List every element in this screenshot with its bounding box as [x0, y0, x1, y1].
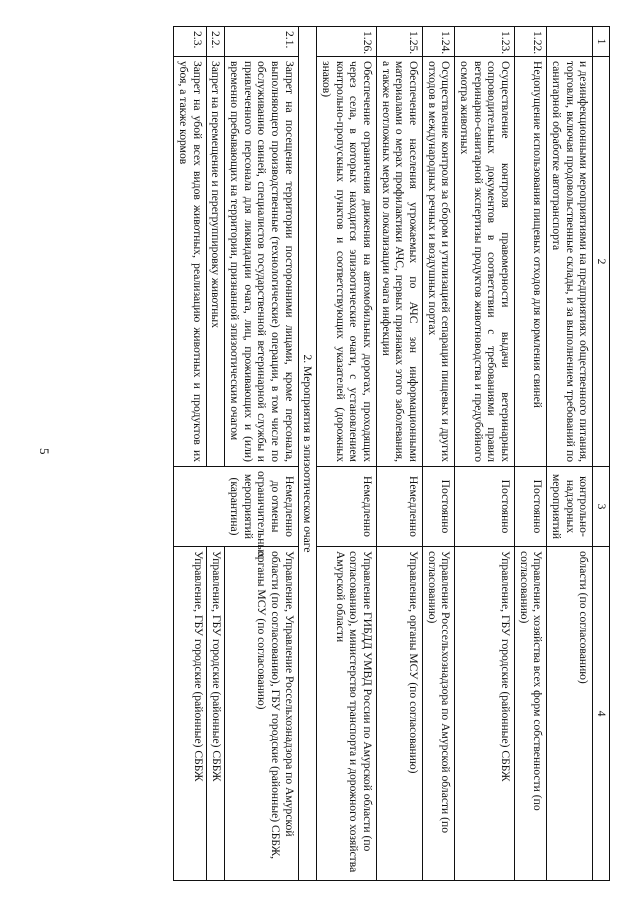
row-term: Постоянно: [422, 467, 454, 547]
row-number: 1.25.: [376, 27, 422, 57]
row-measure: Запрет на перемещение и перегруппировку животных: [206, 57, 225, 467]
table-row: [514, 27, 546, 881]
row-measure: Осуществление контроля за сбором и утилизацией сепарации пищевых и других отходов в международных речных и воздушных портах: [422, 57, 454, 467]
header-row: [593, 27, 610, 881]
row-term: Немедленно: [376, 467, 422, 547]
rotated-table-wrapper: [90, 26, 610, 880]
table-row: [317, 27, 377, 881]
measures-table: [173, 26, 610, 881]
table-row: [174, 27, 206, 881]
row-term: контрольно-надзорных мероприятий: [547, 467, 593, 547]
row-measure: Обеспечение ограничения движения на автомобильных дорогах, проходящих через села, в которых находится эпизоотические очаги, с установлением контрольно-пропускных пунктов и соответствующих указателей (дорожных знаков): [317, 57, 377, 467]
row-measure: Запрет на убой всех видов животных, реализацию животных и продуктов их убоя, а также кормов: [174, 57, 206, 467]
row-measure: Обеспечение населения угрожаемых по АЧС зон информационными материалами о мерах профилактики АЧС, первых признаках этого заболевания, а также неотложных мерах по локализации очага инфекции: [376, 57, 422, 467]
row-responsible: Управление, ГБУ городские (районные) СББЖ: [174, 547, 206, 881]
table-row: [422, 27, 454, 881]
row-responsible: Управление, хозяйства всех форм собственности (по согласованию): [514, 547, 546, 881]
table-row: [376, 27, 422, 881]
row-number: [547, 27, 593, 57]
header-col-2: 2: [593, 57, 610, 467]
row-number: 2.3.: [174, 27, 206, 57]
row-term: Немедленно: [317, 467, 377, 547]
row-number: 2.2.: [206, 27, 225, 57]
table-row: [206, 27, 225, 881]
page-number: 5: [37, 448, 52, 455]
row-measure: Запрет на посещение территории посторонними лицами, кроме персонала, выполняющего производственные (технологические) операции, в том числе по обслуживанию свиней, специалистов государственной ветеринарной службы и привлеченного персонала для ликвидации очага, лиц, проживающих и (или) временно пребывающих на территории, признанной эпизоотическим очагом: [225, 57, 298, 467]
row-measure: и дезинфекционными мероприятиями на предприятиях общественного питания, торговли, включая продовольственные склады, и за выполнением требований по санитарной обработке автотранспорта: [547, 57, 593, 467]
row-number: 1.23.: [455, 27, 515, 57]
table-row: [455, 27, 515, 881]
header-col-4: 4: [593, 547, 610, 881]
header-col-1: 1: [593, 27, 610, 57]
row-measure: Недопущение использования пищевых отходов для кормления свиней: [514, 57, 546, 467]
row-responsible: Управление Россельхознадзора по Амурской области (по согласованию): [422, 547, 454, 881]
row-number: 1.26.: [317, 27, 377, 57]
row-responsible: области (по согласованию): [547, 547, 593, 881]
row-responsible: Управление, ГБУ городские (районные) СББЖ: [206, 547, 225, 881]
section-2-term: Немедленно до отмены ограничительных мероприятий (карантина): [174, 467, 298, 547]
row-responsible: Управление, ГБУ городские (районные) СББЖ: [455, 547, 515, 881]
table-row: [225, 27, 298, 881]
row-responsible: Управление ГИБДД УМВД России по Амурской области (по согласованию), министерство транспорта и дорожного хозяйства Амурской области: [317, 547, 377, 881]
row-number: 1.22.: [514, 27, 546, 57]
header-col-3: 3: [593, 467, 610, 547]
section-2-title: 2. Мероприятия в эпизоотическом очаге: [298, 27, 317, 881]
row-term: Постоянно: [455, 467, 515, 547]
document-table-area: [90, 26, 610, 880]
row-number: 1.24.: [422, 27, 454, 57]
row-responsible: Управление, органы МСУ (по согласованию): [376, 547, 422, 881]
table-row: [547, 27, 593, 881]
row-responsible: Управление, Управление Россельхознадзора по Амурской области (по согласованию), ГБУ городские (районные) СББЖ, органы МСУ (по согласованию): [225, 547, 298, 881]
section-heading-row: [298, 27, 317, 881]
row-term: Постоянно: [514, 467, 546, 547]
row-number: 2.1.: [225, 27, 298, 57]
row-measure: Осуществление контроля правомерности выдачи ветеринарных сопроводительных документов в соответствии с требованиями правил ветеринарно-санитарной экспертизы продуктов животноводства и предубойного осмотра животных: [455, 57, 515, 467]
